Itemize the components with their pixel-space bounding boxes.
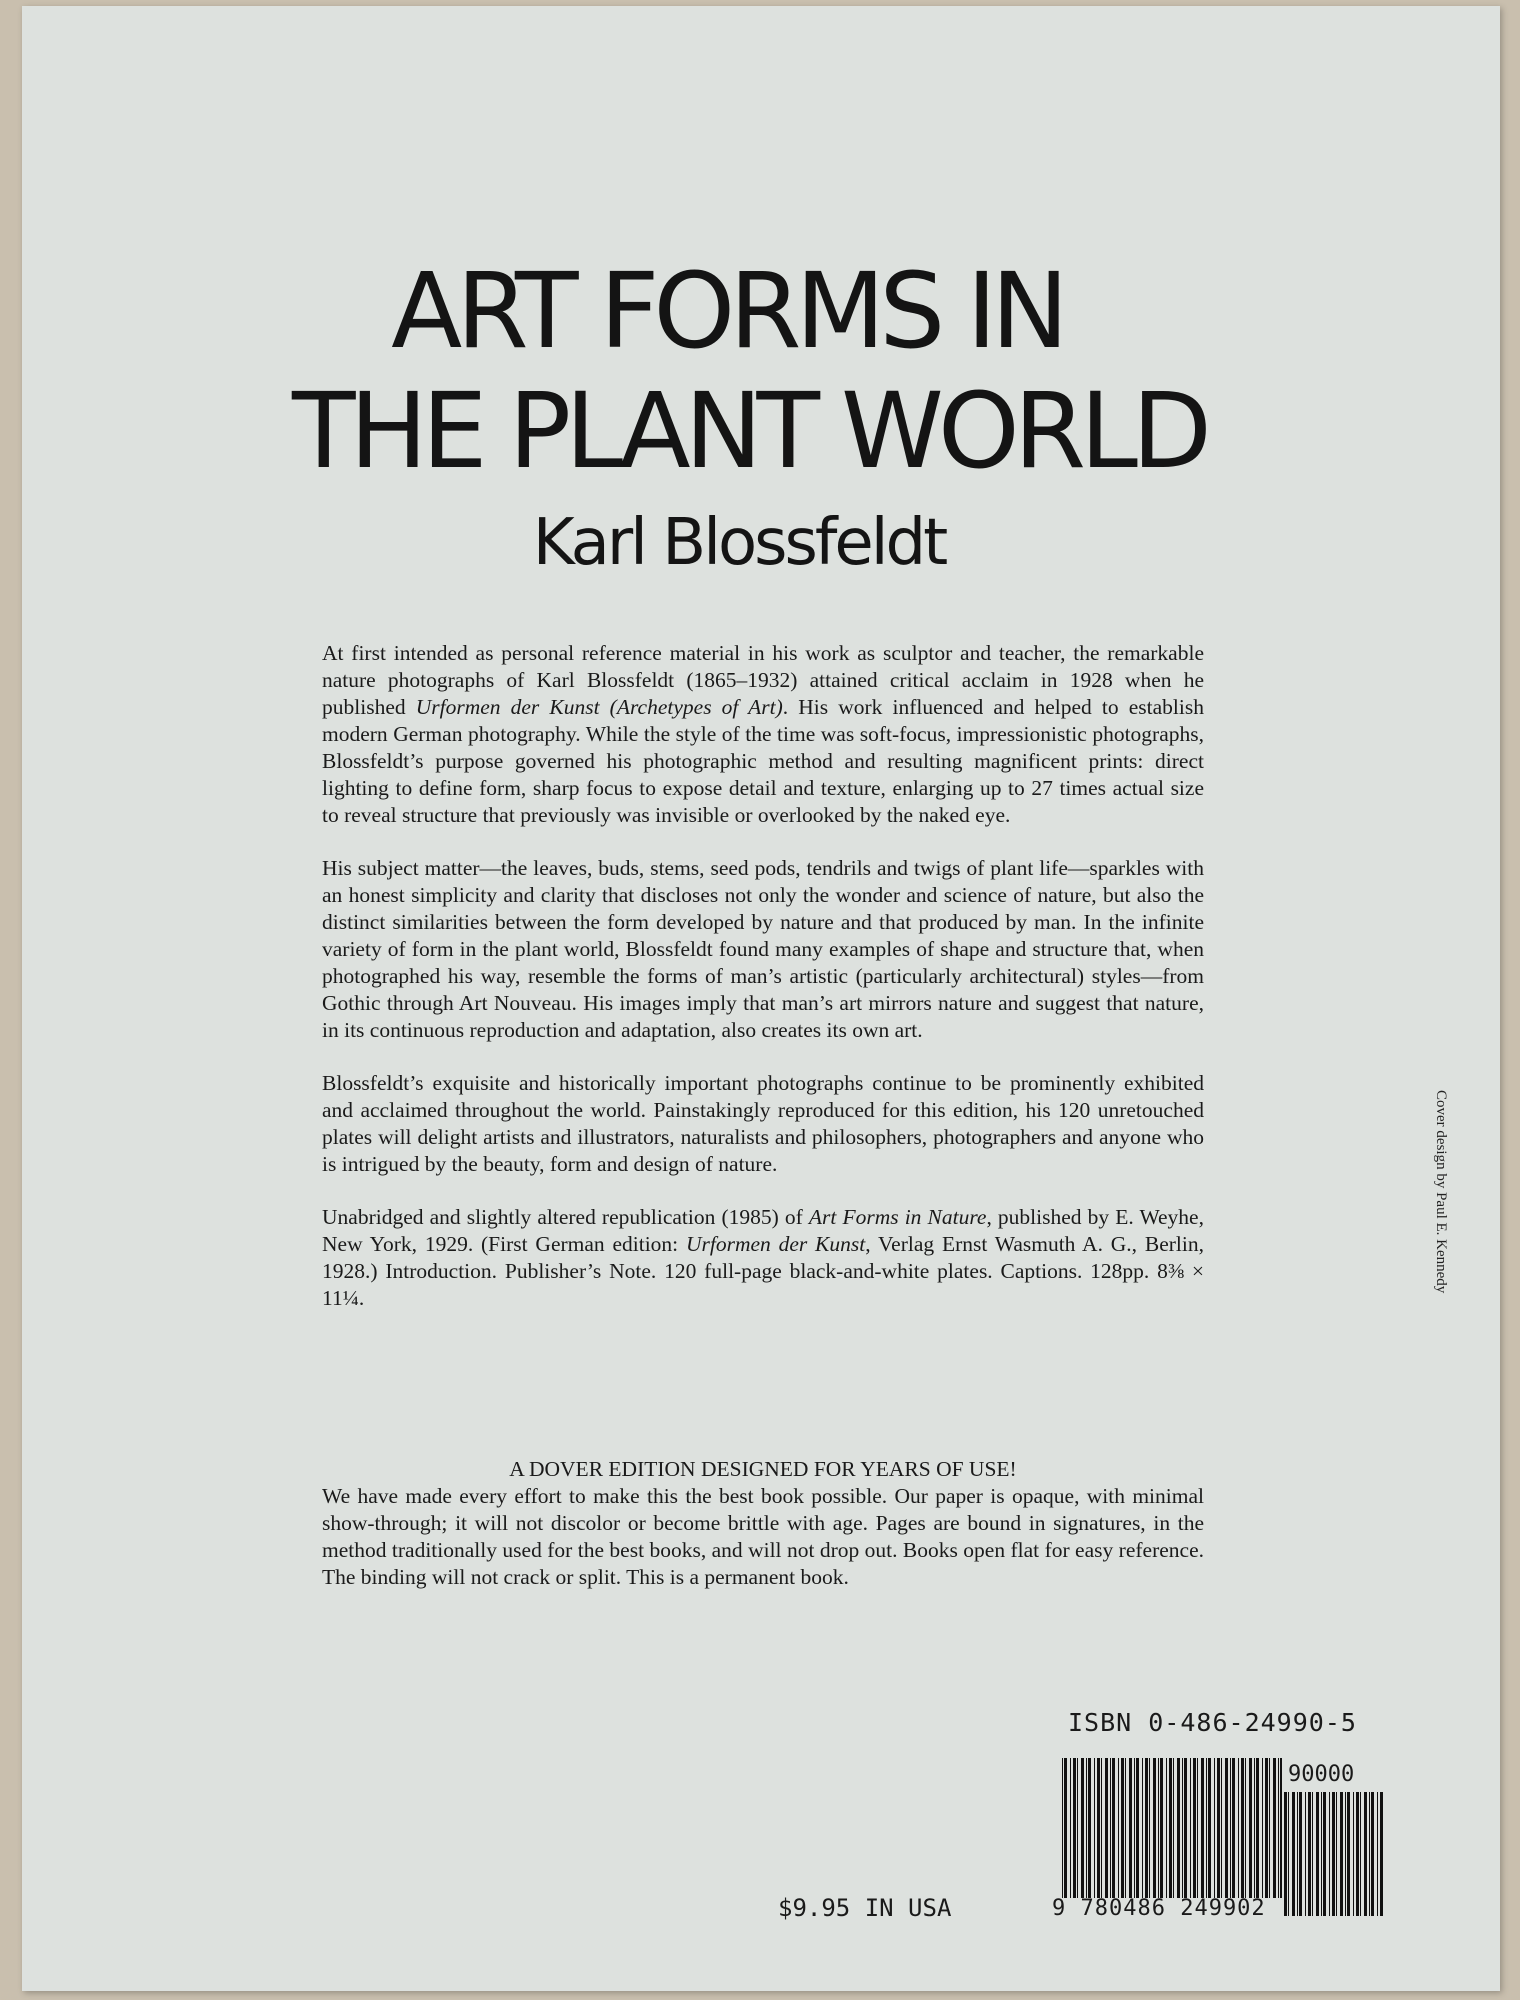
p4-b: , published by E. Weyhe, New York, 1929. (First German edition: bbox=[322, 1205, 1204, 1256]
barcode-bar bbox=[1353, 1792, 1354, 1916]
barcode-bar bbox=[1153, 1758, 1156, 1898]
barcode-addon-number: 90000 bbox=[1288, 1762, 1355, 1787]
barcode-bar bbox=[1329, 1792, 1330, 1916]
barcode-bar bbox=[1094, 1758, 1095, 1898]
barcode-bar bbox=[1101, 1758, 1102, 1898]
barcode-bar bbox=[1136, 1758, 1139, 1898]
barcode-bar bbox=[1184, 1758, 1187, 1898]
barcode-bar bbox=[1356, 1792, 1359, 1916]
p1-italic: Urformen der Kunst (Archetypes of Art) bbox=[415, 695, 783, 719]
barcode-bar bbox=[1208, 1758, 1211, 1898]
p4-a: Unabridged and slightly altered republication (1985) of bbox=[322, 1205, 809, 1229]
barcode-bar bbox=[1340, 1792, 1343, 1916]
barcode-bar bbox=[1280, 1758, 1282, 1898]
barcode-bar bbox=[1299, 1792, 1302, 1916]
barcode-bar bbox=[1217, 1758, 1220, 1898]
paragraph-2: His subject matter—the leaves, buds, stems, seed pods, tendrils and twigs of plant life—sparkles with an honest simplicity and clarity that discloses not only the wonder and science of nature, but also the distinct similarities between the form developed by nature and that produced by man. In the infinite variety of form in the plant world, Blossfeldt found many examples of shape and structure that, when photographed his way, resemble the forms of man’s artistic (particularly architectural) styles—from Gothic through Art Nouveau. His images imply that man’s art mirrors nature and suggest that nature, in its continuous reproduction and adaptation, also creates its own art. bbox=[322, 856, 1204, 1042]
barcode-bar bbox=[1160, 1758, 1163, 1898]
paragraph-1 bbox=[322, 640, 1204, 829]
barcode-bar bbox=[1169, 1758, 1172, 1898]
barcode-bar bbox=[1230, 1758, 1231, 1898]
barcode-bar bbox=[1097, 1758, 1100, 1898]
title-line-2: THE PLANT WORLD bbox=[291, 370, 1207, 492]
barcode-bar bbox=[1245, 1758, 1246, 1898]
barcode-bar bbox=[1129, 1758, 1132, 1898]
barcode-bar bbox=[1316, 1792, 1319, 1916]
barcode-bar bbox=[1214, 1758, 1215, 1898]
barcode-bar bbox=[1190, 1758, 1191, 1898]
barcode-bar bbox=[1201, 1758, 1204, 1898]
barcode-addon-icon bbox=[1284, 1792, 1384, 1916]
barcode-bar bbox=[1232, 1758, 1235, 1898]
barcode-bar bbox=[1177, 1758, 1180, 1898]
barcode-bar bbox=[1265, 1758, 1268, 1898]
barcode-bar bbox=[1121, 1758, 1124, 1898]
barcode-bar bbox=[1105, 1758, 1108, 1898]
paragraph-3: Blossfeldt’s exquisite and historically important photographs continue to be prominently exhibited and acclaimed throughout the world. Painstakingly reproduced for this edition, his 120 unretouched plates will delight artists and illustrators, naturalists and philosophers, photographers and anyone who is intrigued by the beauty, form and design of nature. bbox=[322, 1071, 1204, 1176]
barcode-bar bbox=[1149, 1758, 1150, 1898]
barcode-bar bbox=[1182, 1758, 1183, 1898]
barcode-bar bbox=[1312, 1792, 1313, 1916]
barcode-bar bbox=[1086, 1758, 1087, 1898]
author-name: Karl Blossfeldt bbox=[532, 506, 946, 580]
barcode-bar bbox=[1297, 1792, 1298, 1916]
guarantee-text: We have made every effort to make this the best book possible. Our paper is opaque, with minimal show-through; it will not discolor or become brittle with age. Pages are bound in signatures, in the method traditionally used for the best books, and will not drop out. Books open flat for easy reference. The binding will not crack or split. This is a permanent book. bbox=[322, 1484, 1204, 1589]
cover-credit: Cover design by Paul E. Kennedy bbox=[1433, 1090, 1449, 1294]
barcode-bar bbox=[1347, 1792, 1350, 1916]
barcode-bar bbox=[1134, 1758, 1135, 1898]
p4-italic-1: Art Forms in Nature bbox=[808, 1205, 987, 1229]
barcode-bar bbox=[1377, 1792, 1378, 1916]
barcode-bar bbox=[1221, 1758, 1222, 1898]
guarantee-heading: A DOVER EDITION DESIGNED FOR YEARS OF USE! bbox=[509, 1457, 1017, 1481]
barcode-bar bbox=[1173, 1758, 1174, 1898]
barcode-icon bbox=[1062, 1758, 1282, 1908]
barcode-bar bbox=[1077, 1758, 1078, 1898]
barcode-bar bbox=[1256, 1758, 1259, 1898]
barcode-bar bbox=[1345, 1792, 1346, 1916]
barcode-bar bbox=[1062, 1758, 1063, 1898]
isbn-number: ISBN 0-486-24990-5 bbox=[1068, 1708, 1357, 1737]
barcode-bar bbox=[1142, 1758, 1143, 1898]
barcode-bar bbox=[1112, 1758, 1115, 1898]
barcode-bar bbox=[1238, 1758, 1239, 1898]
ean-number: 9 780486 249902 bbox=[1052, 1896, 1266, 1921]
barcode-bar bbox=[1308, 1792, 1311, 1916]
barcode-bar bbox=[1145, 1758, 1148, 1898]
barcode-bar bbox=[1166, 1758, 1167, 1898]
barcode-bar bbox=[1360, 1792, 1361, 1916]
barcode-bar bbox=[1070, 1758, 1071, 1898]
barcode-bar bbox=[1369, 1792, 1370, 1916]
barcode-bar bbox=[1371, 1792, 1374, 1916]
barcode-bar bbox=[1158, 1758, 1159, 1898]
barcode-bar bbox=[1249, 1758, 1252, 1898]
barcode-bar bbox=[1336, 1792, 1337, 1916]
barcode-bar bbox=[1254, 1758, 1255, 1898]
barcode-bar bbox=[1278, 1758, 1279, 1898]
paragraph-4 bbox=[322, 1204, 1204, 1312]
barcode-bar bbox=[1269, 1758, 1270, 1898]
price-label: $9.95 IN USA bbox=[778, 1894, 952, 1922]
barcode-bar bbox=[1110, 1758, 1111, 1898]
barcode-bar bbox=[1197, 1758, 1198, 1898]
barcode-bar bbox=[1273, 1758, 1276, 1898]
barcode-bar bbox=[1332, 1792, 1335, 1916]
barcode-bar bbox=[1380, 1792, 1383, 1916]
barcode-bar bbox=[1064, 1758, 1067, 1898]
p4-c: , Verlag Ernst Wasmuth A. G., Berlin, 1928.) Introduction. Publisher’s Note. 120 full-page black-and-white plates. Captions. 128pp. 8⅜ × 11¼. bbox=[322, 1232, 1204, 1310]
barcode-bar bbox=[1073, 1758, 1076, 1898]
p1-end: . His work influenced and helped to establish modern German photography. While the style of the time was soft-focus, impressionistic photographs, Blossfeldt’s purpose governed his photographic method and resulting magnificent prints: direct lighting to define form, sharp focus to expose detail and texture, enlarging up to 27 times actual size to reveal structure that previously was invisible or overlooked by the naked eye. bbox=[322, 695, 1204, 827]
barcode-bar bbox=[1262, 1758, 1263, 1898]
barcode-bar bbox=[1081, 1758, 1084, 1898]
p1-text: At first intended as personal reference material in his work as sculptor and teacher, the remarkable nature photographs of Karl Blossfeldt (1865–1932) attained critical acclaim in 1928 when he published bbox=[322, 641, 1204, 719]
description bbox=[322, 640, 1204, 1338]
barcode-bar bbox=[1305, 1792, 1306, 1916]
p4-italic-2: Urformen der Kunst bbox=[685, 1232, 866, 1256]
barcode-bar bbox=[1118, 1758, 1119, 1898]
barcode-bar bbox=[1241, 1758, 1244, 1898]
barcode-bar bbox=[1225, 1758, 1228, 1898]
barcode-bar bbox=[1284, 1792, 1287, 1916]
barcode-bar bbox=[1321, 1792, 1322, 1916]
barcode-bar bbox=[1364, 1792, 1367, 1916]
barcode-bar bbox=[1288, 1792, 1289, 1916]
barcode-bar bbox=[1292, 1792, 1295, 1916]
barcode-bar bbox=[1125, 1758, 1126, 1898]
barcode-bar bbox=[1323, 1792, 1326, 1916]
barcode-bar bbox=[1088, 1758, 1091, 1898]
title-line-1: ART FORMS IN bbox=[391, 250, 1063, 372]
barcode-bar bbox=[1193, 1758, 1196, 1898]
barcode-bar bbox=[1206, 1758, 1207, 1898]
